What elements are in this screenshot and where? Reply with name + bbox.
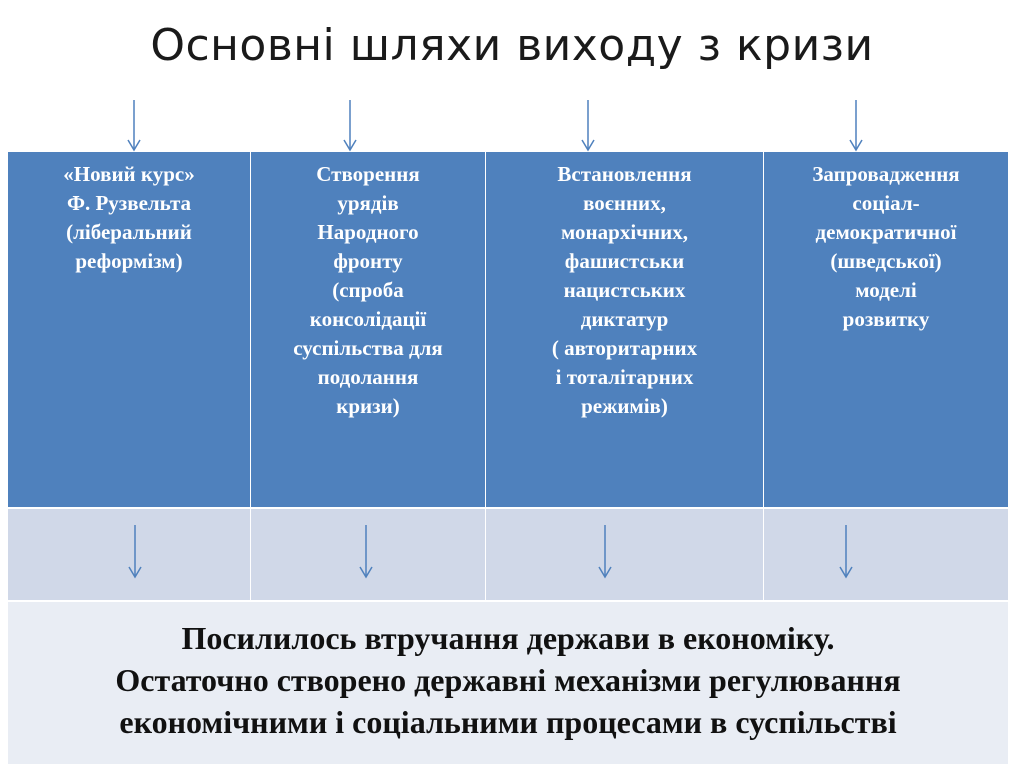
arrow-down-icon bbox=[342, 100, 358, 152]
arrow-down-icon bbox=[127, 525, 143, 579]
way-box-1: «Новий курс» Ф. Рузвельта (ліберальний реформізм) bbox=[8, 152, 251, 509]
slide-title: Основні шляхи виходу з кризи bbox=[150, 20, 874, 71]
arrow-down-icon bbox=[597, 525, 613, 579]
arrow-down-icon bbox=[358, 525, 374, 579]
arrow-down-icon bbox=[838, 525, 854, 579]
conclusion-box: Посилилось втручання держави в економіку. Остаточно створено державні механізми регулювання економічними і соціальними процесами в суспільстві bbox=[8, 602, 1008, 764]
way-box-2: Створення урядів Народного фронту (спроба консолідації суспільства для подолання кризи) bbox=[251, 152, 486, 509]
arrow-down-icon bbox=[126, 100, 142, 152]
arrow-down-icon bbox=[848, 100, 864, 152]
arrow-row-cell bbox=[764, 509, 1008, 602]
way-box-4: Запровадження соціал- демократичної (шведської) моделі розвитку bbox=[764, 152, 1008, 509]
arrow-row-cell bbox=[486, 509, 764, 602]
arrow-down-icon bbox=[580, 100, 596, 152]
way-box-3: Встановлення воєнних, монархічних, фашистськи нацистських диктатур ( авторитарних і тоталітарних режимів) bbox=[486, 152, 764, 509]
